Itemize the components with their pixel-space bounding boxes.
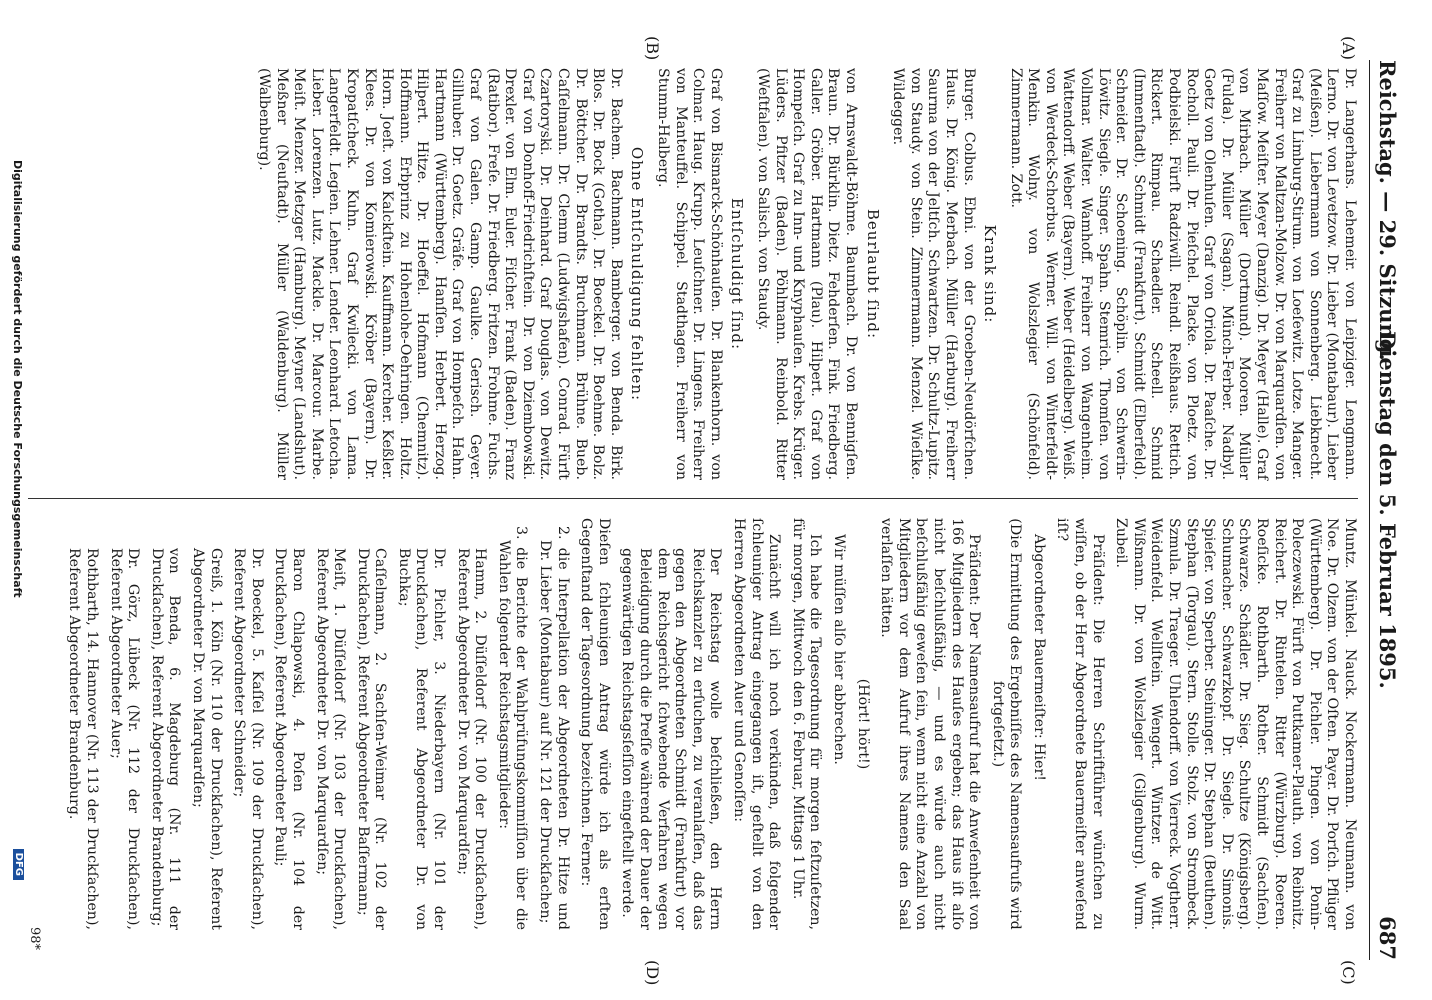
right-column bbox=[59, 518, 1358, 930]
leave-members-list: von Arnswaldt-Böhme. Baumbach. Dr. von Bennigſen. Braun. Dr. Bürklin. Dietz. Fehderſen. Fink. Friedberg. Galler. Gröber. Hartmann (Plau). Hilpert. Graf von Hompeſch. Graf zu Inn- und Knyphauſen. Krebs. Krüger. Lüders. Pfitzer (Baden). Pöhlmann. Reinbold. Ritter (Weſtfalen). von Salisch. von Staudy. bbox=[755, 68, 859, 480]
agenda-item-2: 2. die Interpellation der Abgeordneten Dr. Hitze und Dr. Lieber (Montabaur) auf Nr. 121 der Druckſachen; bbox=[537, 526, 571, 930]
margin-marker-a: (A) bbox=[1339, 36, 1358, 61]
page-signature: 98* bbox=[27, 926, 42, 950]
report-item: Baron Chlapowski, 4. Poſen (Nr. 104 der Druckſachen), Referent Abgeordneter Pauli; bbox=[272, 548, 306, 930]
report-item: Rothbarth, 14. Hannover (Nr. 113 der Druckſachen), Referent Abgeordneter Brandenburg. bbox=[66, 548, 100, 930]
bauermeister-reply: Abgeordneter Bauermeiſter: Hier! bbox=[1030, 534, 1047, 781]
digitization-note bbox=[11, 160, 24, 880]
present-members-list: Dr. Langerhans. Lehemeir. von Leipziger. Lengmann. Lerno. Dr. von Levetzow. Dr. Lieber (Montabaur). Lieber (Meißen). Liebermann von Sonnenberg. Liebknecht. Graf zu Limburg-Stirum. von Loeſewitz. Lotze. Manger. Freiherr von Maltzan-Molzow. Dr. von Marquardſen. von Maſſow. Meiſter. Meyer (Danzig). Dr. Meyer (Halle). Graf von Mirbach. Müller (Dortmund). Mooren. Müller (Fulda). Dr. Müller (Sagan). Münch-Ferber. Nadbyl. Goetz von Olenhuſen. Graf von Oriola. Dr. Paaſche. Dr. Rocholl. Pauli. Dr. Pieſchel. Placke. von Ploetz. von Podbielski. Fürſt Radziwill. Reindl. Reißhaus. Rettich. Rickert. Rimpau. Schaedler. Scheell. Schmid (Immenſtadt). Schmidt (Frankfurt). Schmidt (Elberfeld). Schneider. Dr. Schoening. Schöplin. von Schwerin-Löwitz. Siegle. Singer. Spahn. Stemrich. Thomſen. von Vollmar. Walter. Wamhoff. Freiherr von Wangenheim. Wattendorff. Weber (Bayern). Weber (Heidelberg). Weiß. von Werdeck-Schorbus. Werner. Will. von Winterfeldt-Menkin. Wolny. von Wolszlegier (Schönfeld). Zimmermann. Zott. bbox=[1007, 68, 1358, 480]
heading-sick: Krank sind: bbox=[981, 224, 1000, 324]
report-item: Greiß, 1. Köln (Nr. 110 der Druckſachen), Referent Abgeordneter Dr. von Marquardſen; bbox=[189, 548, 224, 930]
excused-members-list: Graf von Bismarck-Schönhauſen. Dr. Blankenhorn. von Colmar. Haug. Krupp. Leuſchner. Dr. Lingens. Freiherr von Manteuffel. Schippel. Stadthagen. Freiherr von Stumm-Halberg. bbox=[655, 68, 724, 480]
header-left: Reichstag. — 29. Sitzung. bbox=[1375, 60, 1400, 361]
page-header bbox=[1369, 60, 1404, 960]
margin-marker-c: (C) bbox=[1339, 960, 1358, 985]
margin-marker-b: (B) bbox=[643, 36, 662, 61]
heading-absent: Ohne Entſchuldigung fehlten: bbox=[628, 146, 647, 402]
report-item: Hamm, 2. Düſſeldorf (Nr. 100 der Druckſachen), Referent Abgeordneter Dr. von Marquardſen; bbox=[454, 548, 489, 930]
page-number: 687 bbox=[1375, 916, 1400, 960]
motion-text: Der Reichstag wolle beſchließen, den Herrn Reichskanzler zu erſuchen, zu veranlaſſen, daß das gegen den Abgeordneten Schmidt (Frankfurt) vor dem Reichsgericht ſchwebende Verfahren wegen Beleidigung durch die Preſſe während der Dauer der gegenwärtigen Reichstagsſeſſion eingeſtellt werde. bbox=[619, 548, 724, 930]
left-column bbox=[248, 68, 1358, 480]
heading-excused: Entſchuldigt ſind: bbox=[728, 197, 747, 351]
report-item: Meiſt, 1. Düſſeldorf (Nr. 103 der Druckſachen), Referent Abgeordneter Dr. von Marquardſen; bbox=[313, 548, 348, 930]
digitization-text: Digitalisierung gefördert durch die Deutsche Forschungsgemeinschaft bbox=[11, 160, 24, 598]
column-divider bbox=[28, 498, 1358, 499]
names-continued: Muntz. Münkel. Nauck. Nockermann. Neumann. von Noe. Dr. Olzem. von der Oſten. Payer. Dr. Porſch. Pflüger (Württemberg). Dr. Pichler. Pingen. von Ponin-Poleczewski. Fürſt von Puttkamer-Plauth. von Reibnitz. Reichert. Dr. Rintelen. Ritter (Würzburg). Roeren. Roeſicke. Rothbarth. Rother. Schmidt (Sachſen). Schwarze. Schädler. Dr. Sieg. Schultze (Königsberg). Schumacher. Schwarzkopf. Dr. Siegle. Dr. Simonis. Spieſer. von Sperber. Steininger. Dr. Stephan (Beuthen). Stephan (Torgau). Stern. Stolle. Stolz. von Strombeck. Szmula. Dr. Traeger. Uhlendorff. von Vierreck. Vogtherr. Weidenfeld. Wellſtein. Wengert. Wintzer. de Witt. Wißmann. Dr. von Wolszlegier (Gilgenburg). Wurm. Zubeil. bbox=[1113, 518, 1358, 930]
report-item: Caſſelmann, 2. Sachſen-Weimar (Nr. 102 der Druckſachen), Referent Abgeordneter Baſſermann; bbox=[354, 548, 389, 930]
president-result: Präſident: Der Namensaufruf hat die Anweſenheit von 166 Mitgliedern des Hauſes ergeben; das Haus iſt alſo nicht beſchlußfähig, — und es würde auch nicht beſchlußfähig geweſen ſein, wenn nicht eine Anzahl von Mitgliedern vor dem Aufruf ihres Namens den Saal verlaſſen hätten. bbox=[878, 518, 983, 930]
absent-members-list: Dr. Bachem. Bachmann. Bamberger. von Benda. Birk. Blos. Dr. Bock (Gotha). Dr. Boeckel. Dr. Boehme. Bolz. Dr. Böttcher. Dr. Brandts. Bruchmann. Brühne. Bueb. Caſſelmann. Dr. Clemm (Ludwigshafen). Conrad. Fürſt Czartoryski. Dr. Deinhard. Graf Douglas. von Dewitz. Graf von Donhoff-Friedrichſtein. Dr. von Dziembowski. Drexler. von Elm. Euler. Fiſcher. Frank (Baden). Franz (Ratibor). Freſe. Dr. Friedberg. Fritzen. Frohme. Fuchs. Graf von Galen. Gamp. Gaulke. Gerisch. Geyer. Gillhuber. Dr. Goetz. Gräfe. Graf von Hompeſch. Hahn. Hartmann (Württemberg). Hanſſen. Herbert. Herzog. Hilpert. Hitze. Dr. Hoeffel. Hofmann (Chemnitz). Hoffmann. Erbprinz zu Hohenlohe-Oehringen. Holtz. Horn. Joeſt. von Kalckſtein. Kauffmann. Kercher. Keßler. Klees. Dr. von Komierowski. Kröber (Bayern). Dr. Kropatſcheck. Kuhn. Graf Kwilecki. von Lama. Langerfeldt. Legien. Lehner. Lender. Leonhard. Letocha. Lieber. Lorenzen. Lutz. Mackle. Dr. Marcour. Marbe. Meiſt. Menzer. Metzger (Hamburg). Meyner (Landshut). Meßner (Neuſtadt). Müller (Waldenburg). Müller (Walbenburg). bbox=[255, 68, 624, 480]
report-item: Dr. Pichler, 3. Niederbayern (Nr. 101 der Druckſachen), Referent Abgeordneter Dr. von Buchka; bbox=[395, 548, 448, 930]
agenda-intro: Ich habe die Tagesordnung für morgen feſtzuſetzen, für morgen, Mittwoch den 6. Februar, Mittags 1 Uhr. bbox=[789, 518, 824, 930]
abort-statement: Wir müſſen alſo hier abbrechen. bbox=[830, 534, 847, 765]
report-item: von Benda, 6. Magdeburg (Nr. 111 der Druckſachen), Referent Abgeordneter Brandenburg; bbox=[148, 548, 183, 930]
result-note: (Die Ermittlung des Ergebniſſes des Namensaufrufs wird fortgeſetzt.) bbox=[989, 518, 1024, 930]
header-date: Dienstag den 5. Februar 1895. bbox=[1375, 331, 1400, 689]
report-item: Dr. Görz, Lübeck (Nr. 112 der Druckſachen), Referent Abgeordneter Auer; bbox=[107, 548, 142, 930]
sick-members-list: Burger. Colbus. Ebni. von der Groeben-Neudörfchen. Haus. Dr. König. Merbach. Müller (Harburg). Freiherr Saurma von der Jeltſch. Schwartzen. Dr. Schultz-Lupitz. von Staudy. von Stein. Zimmermann. Menzel. Wieſike. Wildegger. bbox=[890, 68, 977, 480]
dfg-logo: DFG bbox=[13, 849, 24, 880]
margin-marker-d: (D) bbox=[643, 960, 662, 986]
motion-close: Dieſen ſchleunigen Antrag würde ich als erſten Gegenſtand der Tagesordnung bezeichnen. Ferner: bbox=[578, 518, 612, 930]
heading-leave: Beurlaubt ſind: bbox=[863, 208, 882, 340]
report-item: Dr. Boeckel, 5. Kaſſel (Nr. 109 der Druckſachen), Referent Abgeordneter Schneider; bbox=[231, 548, 265, 930]
agenda-item-3: 3. die Berichte der Wahlprüfungskommiſſion über die Wahlen folgender Reichstagsmitglieder: bbox=[495, 526, 530, 930]
motion-intro: Zunächſt will ich noch verkünden, daß folgender ſchleuniger Antrag eingegangen iſt, geſtellt von den Herren Abgeordneten Auer und Genoſſen: bbox=[731, 518, 783, 930]
president-question: Präſident: Die Herren Schriftführer wünſchen zu wiſſen, ob der Herr Abgeordnete Bauermeiſter anweſend iſt? bbox=[1054, 518, 1106, 930]
interjection: (Hört! hört!) bbox=[854, 678, 871, 770]
